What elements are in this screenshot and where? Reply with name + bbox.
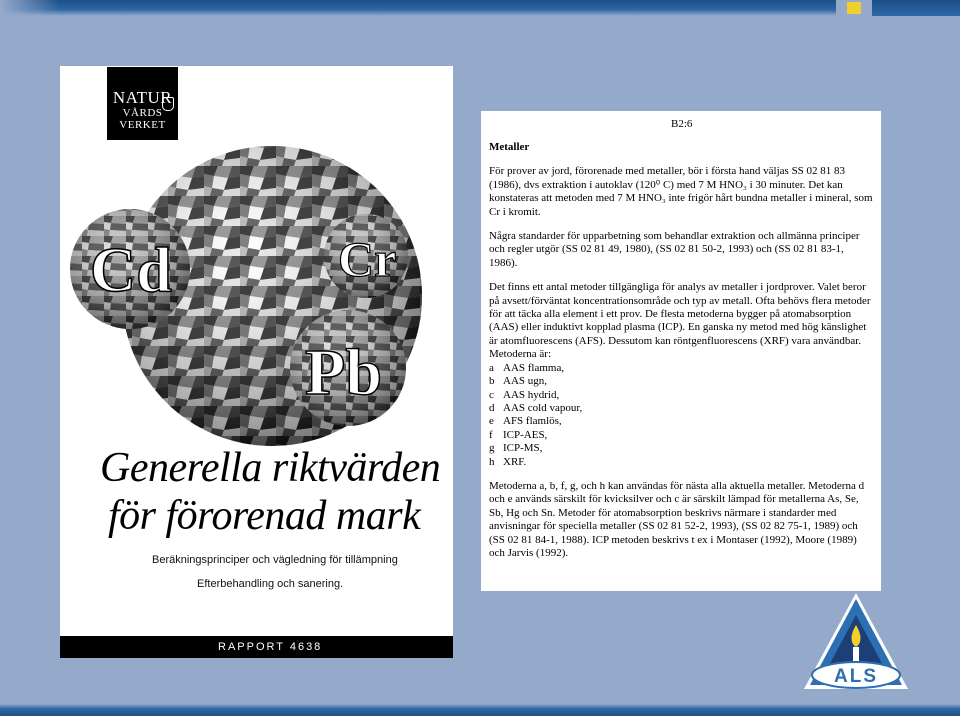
mosaic-spheres-illustration xyxy=(60,136,453,466)
report-number: RAPPORT 4638 xyxy=(218,641,323,653)
svg-text:Pb: Pb xyxy=(305,336,383,409)
als-logo xyxy=(800,589,912,695)
svg-text:Cd: Cd xyxy=(90,234,172,305)
cover-subtitle: Beräkningsprinciper och vägledning för tillämpning xyxy=(152,554,398,566)
cover-subtitle-2: Efterbehandling och sanering. xyxy=(197,578,344,590)
svg-text:ALS: ALS xyxy=(834,666,878,687)
document-page xyxy=(481,111,881,591)
list-item: g ICP-MS, xyxy=(489,442,543,455)
naturvardsverket-logo: NATUR VÅRDS VERKET xyxy=(107,67,178,140)
paragraph-4: Metoderna a, b, f, g, och h kan användas för nästa alla aktuella metaller. Metoderna d och e används särskilt för kvicksilver och c är särskilt lämpad för metallerna As, Se, Sb, Hg och Sn. Metoder för atomabsorption beskrivs närmare i standarder med anvisningar för speciella metaller (SS 02 81 52-2, 1993), (SS 02 82 75-1, 1989) och (SS 02 81 84-1, 1988). ICP metoden beskrivs t ex i Montaser (1992), Moore (1989) och Jarvis (1992). xyxy=(489,479,865,559)
bottom-decorative-band xyxy=(0,704,960,716)
methods-list xyxy=(489,362,873,469)
crown-emblem-icon xyxy=(162,97,174,111)
report-number-bar xyxy=(60,636,453,658)
report-cover-page xyxy=(60,66,453,658)
top-decorative-band xyxy=(0,0,960,16)
paragraph-1: För prover av jord, förorenade med metaller, bör i första hand väljas SS 02 81 83 (1986), dvs extraktion i autoklav (120⁰ C) med 7 M HNO₃ i 30 minuter. Det kan konstateras att metoden med 7 M HNO₃ inte frigör hårt bundna metaller i mineral, som Cr i kromit. xyxy=(489,165,873,218)
svg-text:Cr: Cr xyxy=(338,231,397,287)
list-item: e AFS flamlös, xyxy=(489,415,562,428)
yellow-accent-square xyxy=(847,2,861,14)
paragraph-3: Det finns ett antal metoder tillgängliga för analys av metaller i jordprover. Valet beror på avsett/förväntat koncentrationsområde och typ av metall. Ofta behövs flera metoder för att täcka alla element i ett prov. De flesta metoderna bygger på atomabsorption (AAS) eller induktivt kopplad plasma (ICP). En ganska ny metod med hög känslighet är atomfluorescens (AFS). Dessutom kan röntgenfluorescens (XRF) vara användbar. Metoderna är: xyxy=(489,281,871,361)
list-item: b AAS ugn, xyxy=(489,375,548,388)
list-item: h XRF. xyxy=(489,455,527,468)
document-body xyxy=(489,141,873,571)
page-code: B2:6 xyxy=(671,118,693,130)
list-item: c AAS hydrid, xyxy=(489,388,560,401)
cover-title: Generella riktvärden för förorenad mark xyxy=(100,445,441,539)
list-item: f ICP-AES, xyxy=(489,428,548,441)
paragraph-2: Några standarder för upparbetning som behandlar extraktion och allmänna principer och regler utgör (SS 02 81 49, 1980), (SS 02 81 50-2, 1993) och (SS 02 81 83-1, 1986). xyxy=(489,230,860,269)
list-item: d AAS cold vapour, xyxy=(489,401,583,414)
list-item: a AAS flamma, xyxy=(489,361,565,374)
section-heading: Metaller xyxy=(489,141,530,153)
